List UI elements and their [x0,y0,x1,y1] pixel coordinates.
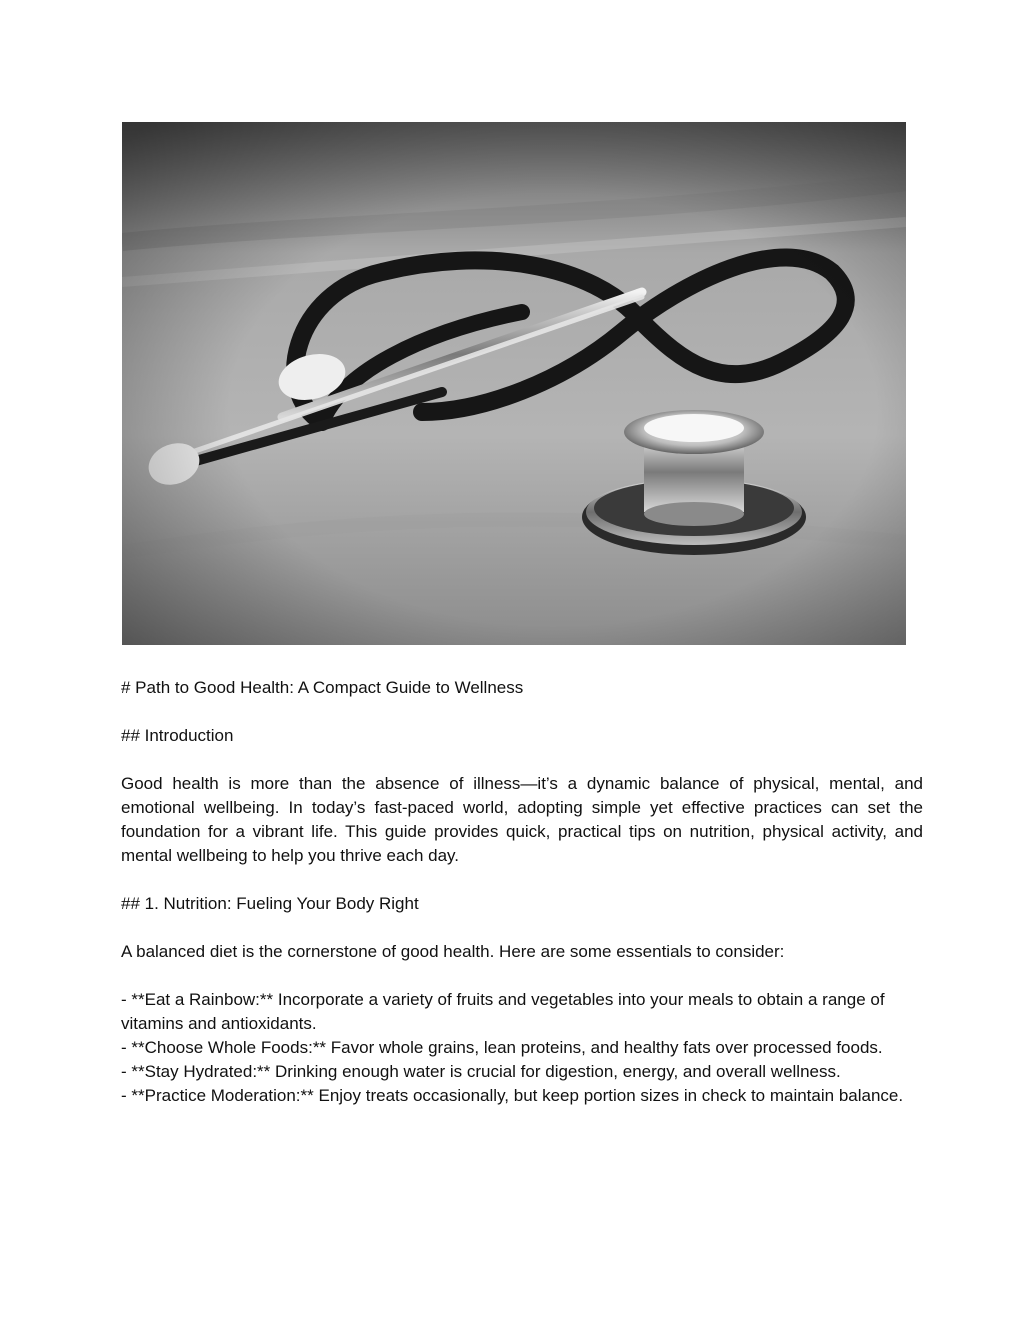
nutrition-bullet-list [121,988,923,1108]
nutrition-intro: A balanced diet is the cornerstone of good health. Here are some essentials to consider: [121,942,785,961]
introduction-paragraph: Good health is more than the absence of illness—it’s a dynamic balance of physical, mental, and emotional wellbeing. In today’s fast-paced world, adopting simple yet effective practices can set the foundation for a vibrant life. This guide provides quick, practical tips on nutrition, physical activity, and mental wellbeing to help you thrive each day. [121,774,923,865]
list-item: - **Practice Moderation:** Enjoy treats occasionally, but keep portion sizes in check to maintain balance. [121,1086,904,1105]
introduction-heading: ## Introduction [121,726,234,745]
list-item: - **Eat a Rainbow:** Incorporate a variety of fruits and vegetables into your meals to obtain a range of vitamins and antioxidants. [121,990,885,1033]
nutrition-heading: ## 1. Nutrition: Fueling Your Body Right [121,894,419,913]
stethoscope-icon [122,122,906,645]
list-item: - **Choose Whole Foods:** Favor whole grains, lean proteins, and healthy fats over processed foods. [121,1038,883,1057]
document-body [121,676,923,1108]
list-item: - **Stay Hydrated:** Drinking enough water is crucial for digestion, energy, and overall wellness. [121,1062,841,1081]
page-title: # Path to Good Health: A Compact Guide to Wellness [121,678,524,697]
stethoscope-photo [122,122,906,645]
